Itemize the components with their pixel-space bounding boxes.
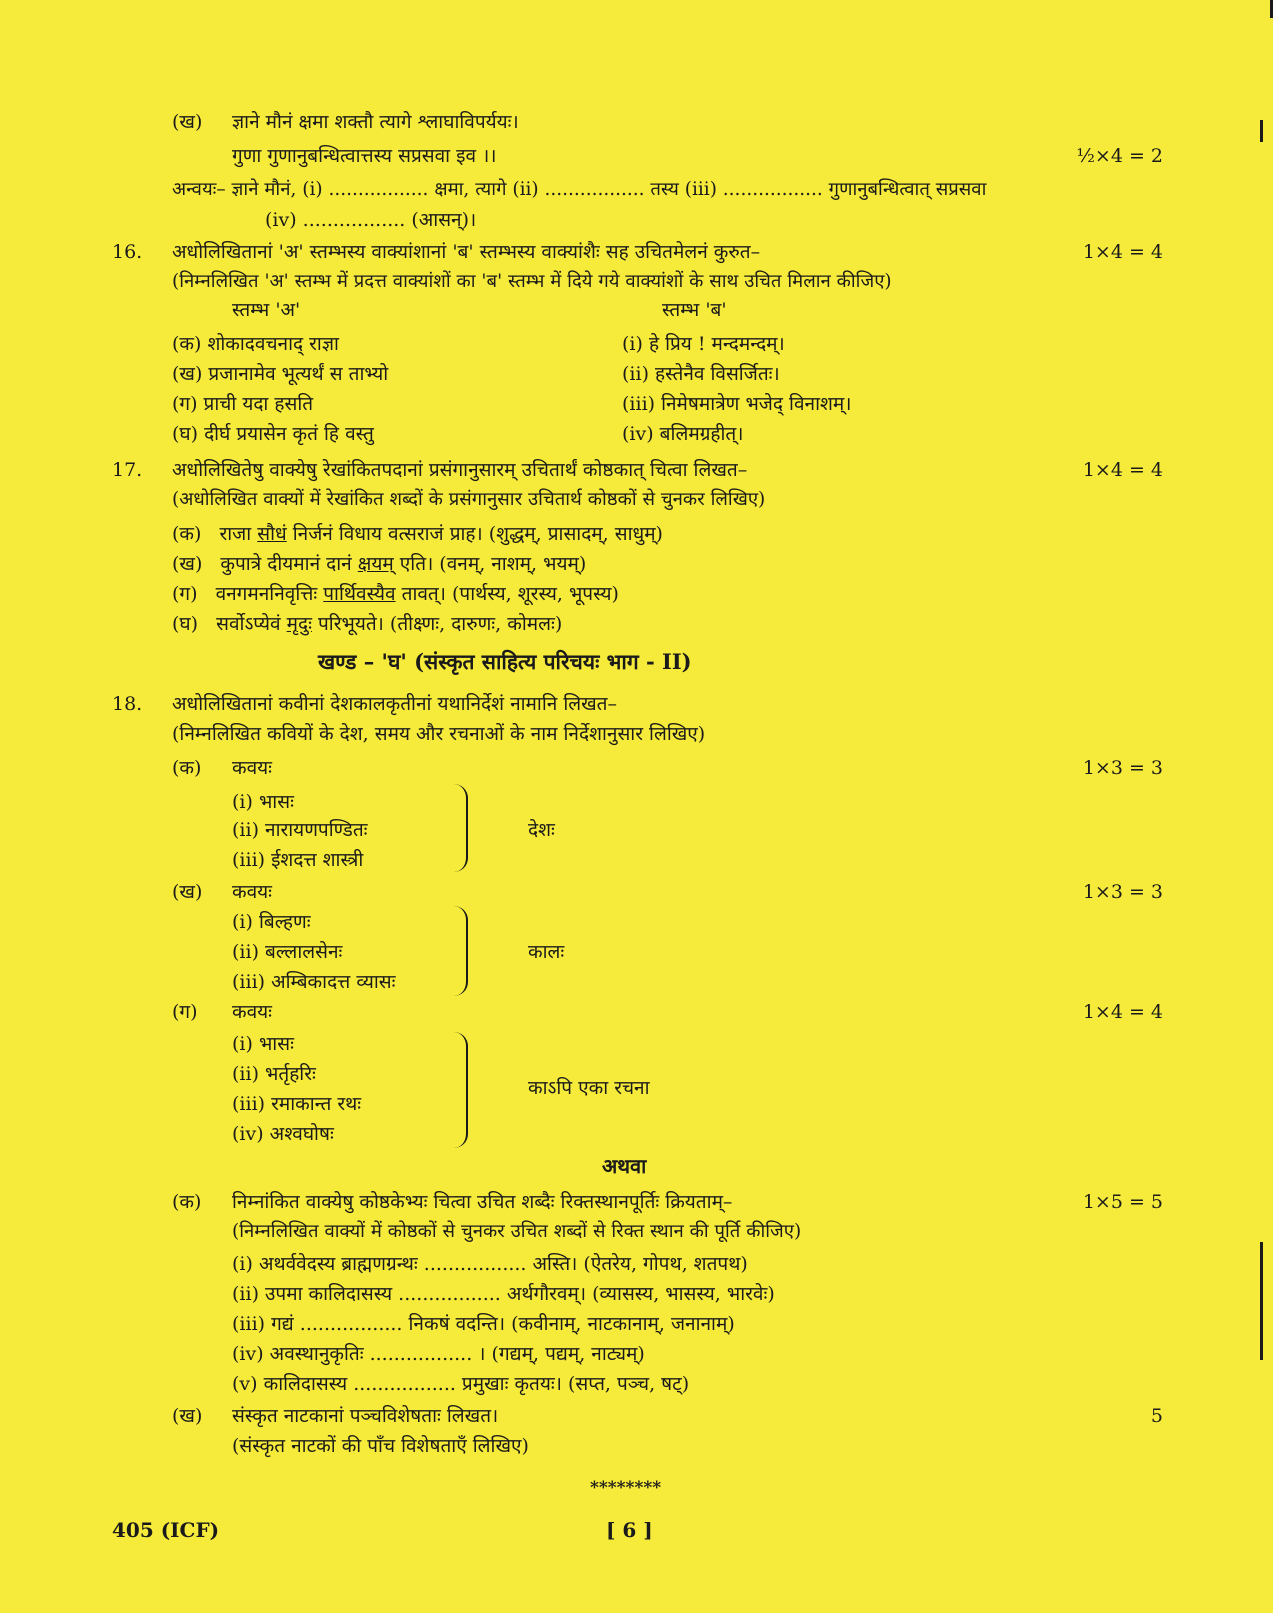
q15-kha-anvaya-line2: (iv) ................. (आसन्)।	[265, 209, 477, 231]
q17-item-post: एति। (वनम्, नाशम्, भयम्)	[393, 553, 587, 575]
q15-kha-verse-line1: ज्ञाने मौनं क्षमा शक्तौ त्यागे श्लाघाविपर्ययः।	[232, 111, 519, 133]
q17-item-post: तावत्। (पार्थस्य, शूरस्य, भूपस्य)	[395, 583, 619, 605]
fill-blank-item: (v) कालिदासस्य ................. प्रमुखाः कृतयः। (सप्त, पञ्च, षट्)	[232, 1373, 690, 1395]
q17-underlined-word: पार्थिवस्यैव	[323, 583, 396, 605]
q17-item	[172, 582, 619, 606]
q17-item-pre: सर्वोऽप्येवं	[216, 613, 287, 635]
q17-item-label: (ग)	[172, 583, 198, 605]
alt-kha-instruction-hindi: (संस्कृत नाटकों की पाँच विशेषताएँ लिखिए)	[232, 1435, 529, 1457]
q17-instruction-hindi: (अधोलिखित वाक्यों में रेखांकित शब्दों के प्रसंगानुसार उचितार्थ कोष्ठकों से चुनकर लिखिए)	[172, 489, 766, 510]
fill-blank-item: (i) अथर्ववेदस्य ब्राह्मणग्रन्थः ................. अस्ति। (ऐतरेय, गोपथ, शतपथ)	[232, 1253, 748, 1275]
fill-blank-item: (iii) गद्यं ................. निकषं वदन्ति। (कवीनाम्, नाटकानाम्, जनानाम्)	[232, 1313, 735, 1335]
q17-marks: 1×4 = 4	[1082, 459, 1163, 481]
q17-item-pre: राजा	[219, 523, 258, 545]
q16-col-b-item: (i) हे प्रिय ! मन्दमन्दम्।	[622, 333, 785, 355]
q16-marks: 1×4 = 4	[1082, 241, 1163, 263]
q16-col-b-item: (iii) निमेषमात्रेण भजेद् विनाशम्।	[622, 393, 852, 415]
q17-item-label: (ख)	[172, 553, 203, 575]
alt-ka-instruction: निम्नांकित वाक्येषु कोष्ठकेभ्यः चित्वा उचित शब्दैः रिक्तस्थानपूर्तिः क्रियताम्–	[232, 1191, 733, 1213]
q18-kha-label: (ख)	[172, 881, 203, 903]
q15-kha-verse-line2: गुणा गुणानुबन्धित्वात्तस्य सप्रसवा इव ।।	[232, 145, 497, 167]
q17-instruction: अधोलिखितेषु वाक्येषु रेखांकितपदानां प्रसंगानुसारम् उचितार्थं कोष्ठकात् चित्वा लिखत–	[172, 459, 748, 481]
end-stars: ********	[590, 1478, 662, 1498]
q17-item-post: परिभूयते। (तीक्ष्णः, दारुणः, कोमलः)	[311, 613, 563, 635]
brace	[452, 784, 468, 872]
q17-underlined-word: क्षयम्	[357, 553, 394, 575]
q18-number: 18.	[112, 693, 143, 715]
q16-col-b-header: स्तम्भ 'ब'	[662, 299, 727, 321]
q16-col-a-item: (ग) प्राची यदा हसति	[172, 393, 314, 415]
poet-item: (iii) रमाकान्त रथः	[232, 1093, 362, 1115]
q18-kha-head: कवयः	[232, 881, 273, 903]
q17-item	[172, 522, 663, 546]
q16-col-a-header: स्तम्भ 'अ'	[232, 299, 301, 321]
section-heading: खण्ड – 'घ' (संस्कृत साहित्य परिचयः भाग - II)	[318, 649, 692, 674]
alt-ka-marks: 1×5 = 5	[1082, 1191, 1163, 1213]
poet-item: (i) भासः	[232, 1033, 294, 1055]
paper-code: 405 (ICF)	[112, 1518, 220, 1542]
alt-ka-label: (क)	[172, 1191, 202, 1213]
q17-underlined-word: सौधं	[257, 523, 287, 545]
q17-item-post: निर्जनं विधाय वत्सराजं प्राह। (शुद्धम्, प्रासादम्, साधुम्)	[286, 523, 663, 545]
q18-kha-marks: 1×3 = 3	[1082, 881, 1163, 903]
q18-ka-head: कवयः	[232, 757, 273, 779]
alt-kha-label: (ख)	[172, 1405, 203, 1427]
q17-underlined-word: मृदुः	[286, 613, 312, 635]
q18-ga-label: (ग)	[172, 1001, 198, 1023]
q18-instruction: अधोलिखितानां कवीनां देशकालकृतीनां यथानिर्देशं नामानि लिखत–	[172, 693, 618, 715]
q18-ga-target: काऽपि एका रचना	[528, 1077, 650, 1099]
q16-instruction: अधोलिखितानां 'अ' स्तम्भस्य वाक्यांशानां 'ब' स्तम्भस्य वाक्यांशैः सह उचितमेलनं कुरुत–	[172, 241, 761, 263]
q16-col-b-item: (iv) बलिमग्रहीत्।	[622, 423, 744, 445]
q18-instruction-hindi: (निम्नलिखित कवियों के देश, समय और रचनाओं के नाम निर्देशानुसार लिखिए)	[172, 723, 706, 745]
q16-col-a-item: (क) शोकादवचनाद् राज्ञा	[172, 333, 339, 355]
fill-blank-item: (iv) अवस्थानुकृतिः ................. । (गद्यम्, पद्यम्, नाट्यम्)	[232, 1343, 645, 1365]
alt-ka-instruction-hindi: (निम्नलिखित वाक्यों में कोष्ठकों से चुनकर उचित शब्दों से रिक्त स्थान की पूर्ति कीजिए)	[232, 1221, 802, 1242]
page-number: [ 6 ]	[606, 1518, 653, 1542]
q15-kha-label: (ख)	[172, 111, 203, 133]
poet-item: (iv) अश्वघोषः	[232, 1123, 334, 1145]
q17-item	[172, 552, 586, 576]
q17-item-pre: कुपात्रे दीयमानं दानं	[220, 553, 358, 575]
q18-ga-head: कवयः	[232, 1001, 273, 1023]
q17-item	[172, 612, 562, 636]
q16-number: 16.	[112, 241, 143, 263]
q15-kha-anvaya-line1: अन्वयः– ज्ञाने मौनं, (i) ................. क्षमा, त्यागे (ii) ................. तस्य (iii) ................. गुणानुबन्धित्वात् सप्रसवा	[172, 179, 987, 200]
q18-ka-label: (क)	[172, 757, 202, 779]
q18-ka-target: देशः	[528, 819, 555, 841]
q16-col-b-item: (ii) हस्तेनैव विसर्जितः।	[622, 363, 780, 385]
q16-instruction-hindi: (निम्नलिखित 'अ' स्तम्भ में प्रदत्त वाक्यांशों का 'ब' स्तम्भ में दिये गये वाक्यांशों के साथ उचित मिलान कीजिए)	[172, 271, 892, 292]
fill-blank-item: (ii) उपमा कालिदासस्य ................. अर्थगौरवम्। (व्यासस्य, भासस्य, भारवेः)	[232, 1283, 775, 1305]
poet-item: (iii) अम्बिकादत्त व्यासः	[232, 971, 396, 993]
q16-col-a-item: (ख) प्रजानामेव भूत्यर्थं स ताभ्यो	[172, 363, 389, 385]
q18-ka-marks: 1×3 = 3	[1082, 757, 1163, 779]
poet-item: (i) भासः	[232, 791, 294, 813]
alt-kha-marks: 5	[1150, 1405, 1163, 1427]
q17-item-pre: वनगमननिवृत्तिः	[215, 583, 324, 605]
q17-item-label: (क)	[172, 523, 202, 545]
poet-item: (ii) बल्लालसेनः	[232, 941, 343, 963]
edge-bar	[1260, 1242, 1263, 1360]
brace	[452, 1032, 468, 1148]
athava-label: अथवा	[602, 1154, 647, 1178]
poet-item: (ii) भर्तृहरिः	[232, 1063, 316, 1085]
q15-kha-marks: ½×4 = 2	[1076, 145, 1163, 167]
edge-bar	[1260, 120, 1263, 142]
poet-item: (i) बिल्हणः	[232, 911, 311, 933]
q18-kha-target: कालः	[528, 941, 565, 963]
brace	[452, 906, 468, 996]
poet-item: (iii) ईशदत्त शास्त्री	[232, 849, 364, 871]
q16-col-a-item: (घ) दीर्घ प्रयासेन कृतं हि वस्तु	[172, 423, 374, 445]
alt-kha-instruction: संस्कृत नाटकानां पञ्चविशेषताः लिखत।	[232, 1405, 499, 1427]
q17-item-label: (घ)	[172, 613, 199, 635]
q18-ga-marks: 1×4 = 4	[1082, 1001, 1163, 1023]
q17-number: 17.	[112, 459, 143, 481]
poet-item: (ii) नारायणपण्डितः	[232, 819, 368, 841]
